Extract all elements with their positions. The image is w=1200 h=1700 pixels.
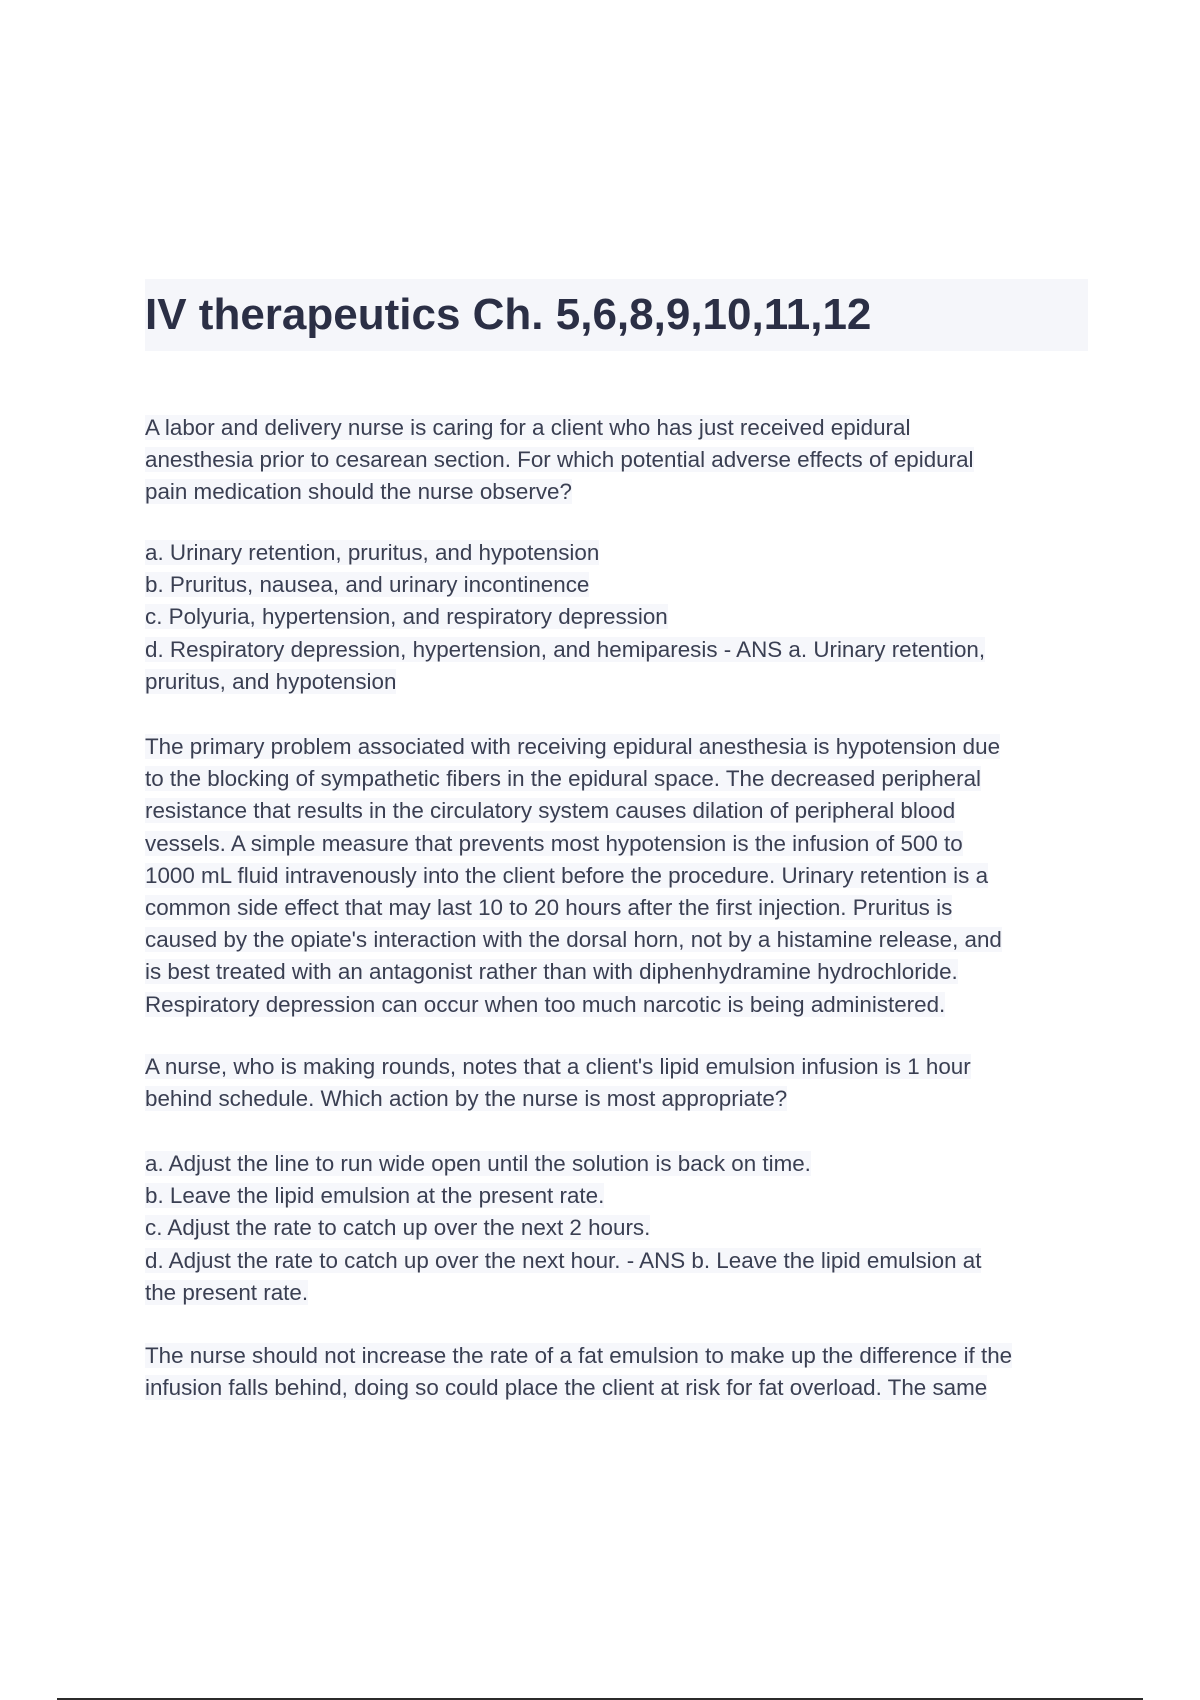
rationale-line: caused by the opiate's interaction with the dorsal horn, not by a histamine release, and [145, 927, 1002, 953]
question-2-rationale [145, 1340, 1012, 1404]
question-line: A labor and delivery nurse is caring for a client who has just received epidural [145, 415, 911, 440]
document-title: IV therapeutics Ch. 5,6,8,9,10,11,12 [145, 290, 872, 339]
rationale-line: common side effect that may last 10 to 20 hours after the first injection. Pruritus is [145, 894, 953, 920]
rationale-line: to the blocking of sympathetic fibers in the epidural space. The decreased peripheral [145, 766, 981, 792]
question-line: pain medication should the nurse observe? [145, 479, 572, 505]
option-line: a. Adjust the line to run wide open until the solution is back on time. [145, 1151, 811, 1176]
option-line: c. Polyuria, hypertension, and respiratory depression [145, 604, 668, 630]
option-line: c. Adjust the rate to catch up over the next 2 hours. [145, 1215, 651, 1241]
question-1-text [145, 412, 974, 509]
option-line: b. Pruritus, nausea, and urinary incontinence [145, 572, 590, 598]
rationale-line: is best treated with an antagonist rather than with diphenhydramine hydrochloride. [145, 959, 958, 985]
rationale-line: infusion falls behind, doing so could place the client at risk for fat overload. The same [145, 1375, 988, 1401]
question-line: anesthesia prior to cesarean section. For which potential adverse effects of epidural [145, 447, 974, 473]
option-line: b. Leave the lipid emulsion at the present rate. [145, 1183, 605, 1209]
rationale-line: The nurse should not increase the rate of a fat emulsion to make up the difference if the [145, 1343, 1013, 1368]
option-line-with-answer: d. Adjust the rate to catch up over the next hour. - ANS b. Leave the lipid emulsion at [145, 1247, 982, 1273]
question-1-options [145, 537, 985, 698]
question-line: behind schedule. Which action by the nurse is most appropriate? [145, 1086, 788, 1112]
rationale-line: vessels. A simple measure that prevents most hypotension is the infusion of 500 to [145, 830, 963, 856]
option-line-with-answer: d. Respiratory depression, hypertension, and hemiparesis - ANS a. Urinary retention, [145, 636, 986, 662]
question-2-text [145, 1051, 971, 1115]
rationale-line: Respiratory depression can occur when too much narcotic is being administered. [145, 991, 946, 1017]
answer-line: pruritus, and hypotension [145, 668, 397, 694]
question-1-rationale [145, 731, 1002, 1021]
rationale-line: The primary problem associated with receiving epidural anesthesia is hypotension due [145, 734, 1001, 759]
rationale-line: resistance that results in the circulatory system causes dilation of peripheral blood [145, 798, 956, 824]
option-line: a. Urinary retention, pruritus, and hypotension [145, 540, 600, 565]
rationale-line: 1000 mL fluid intravenously into the client before the procedure. Urinary retention is a [145, 862, 989, 888]
answer-line: the present rate. [145, 1279, 309, 1305]
question-2-options [145, 1148, 981, 1309]
question-line: A nurse, who is making rounds, notes that a client's lipid emulsion infusion is 1 hour [145, 1054, 971, 1079]
